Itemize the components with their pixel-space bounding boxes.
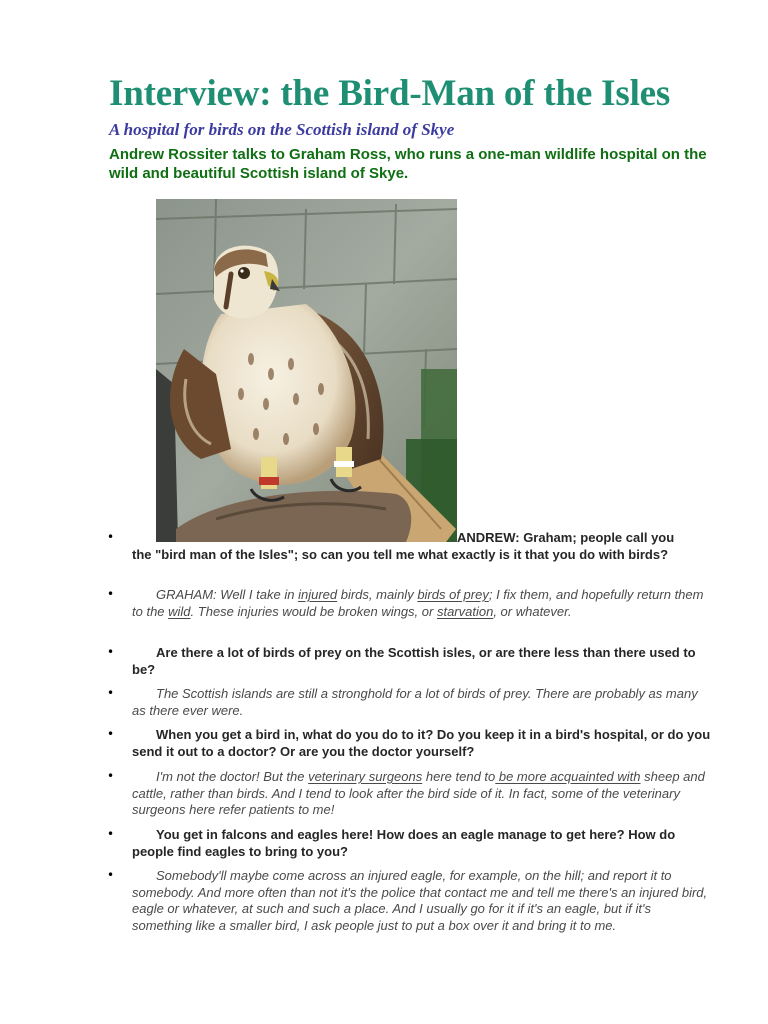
bullet-marker: • [107, 530, 115, 544]
question-1-body: the "bird man of the Isles"; so can you tell me what exactly is it that you do with birds? [132, 547, 669, 562]
page-subtitle: A hospital for birds on the Scottish island of Skye [109, 120, 455, 139]
intro-paragraph: Andrew Rossiter talks to Graham Ross, who runs a one-man wildlife hospital on the wild and beautiful Scottish island of Skye. [109, 146, 707, 182]
bullet-marker: • [107, 727, 115, 741]
bullet-marker: • [107, 827, 115, 841]
falcon-photo [156, 199, 457, 542]
question-1 [132, 530, 717, 580]
answer-2: The Scottish islands are still a stronghold for a lot of birds of prey. There are probably as many as there ever were. [132, 686, 698, 718]
vocab-link[interactable]: injured [298, 587, 338, 602]
bullet-marker: • [107, 769, 115, 783]
answer-4: Somebody'll maybe come across an injured eagle, for example, on the hill; and report it to somebody. And more often than not it's the police that contact me and tell me there's an injured bird, eagle or whatever, at such and such a place. And I usually go for it if it's an eagle, but if it's something like a smaller bird, I ask people just to put a box over it and bring it to me. [132, 868, 708, 933]
bullet-marker: • [107, 686, 115, 700]
question-4: You get in falcons and eagles here! How does an eagle manage to get here? How do people find eagles to bring to you? [132, 827, 676, 859]
question-2: Are there a lot of birds of prey on the Scottish isles, or are there less than there used to be? [132, 645, 696, 677]
vocab-link[interactable]: veterinary surgeons [308, 769, 423, 784]
bullet-marker: • [107, 645, 115, 659]
question-1-lead: ANDREW: Graham; people call you [457, 530, 675, 545]
vocab-link[interactable]: wild [168, 603, 191, 619]
answer-1: GRAHAM: Well I take in injured birds, mainly birds of prey; I fix them, and hopefully return them to the wild. These injuries would be broken wings, or starvation, or whatever. [132, 587, 704, 619]
question-3: When you get a bird in, what do you do to it? Do you keep it in a bird's hospital, or do you send it out to a doctor? Or are you the doctor yourself? [132, 727, 711, 759]
vocab-link[interactable]: be more acquainted with [495, 769, 641, 784]
bullet-marker: • [107, 587, 115, 601]
bullet-marker: • [107, 868, 115, 882]
vocab-link[interactable]: starvation [436, 603, 494, 619]
answer-3: I'm not the doctor! But the veterinary surgeons here tend to be more acquainted with sheep and cattle, rather than birds. And I tend to look after the bird side of it. In fact, some of the veterinary surgeons here refer patients to me! [132, 769, 705, 817]
page-title: Interview: the Bird-Man of the Isles [109, 73, 671, 114]
vocab-link[interactable]: birds of prey [417, 587, 489, 602]
